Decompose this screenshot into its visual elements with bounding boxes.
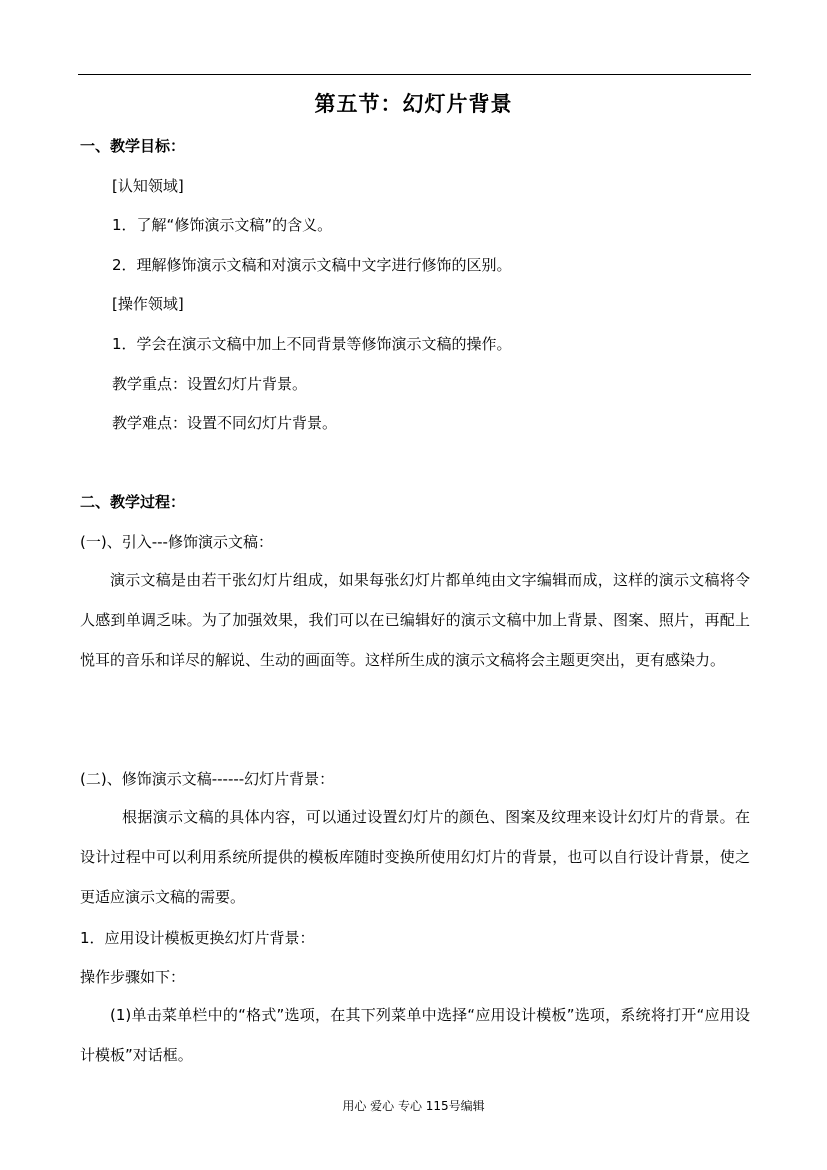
part2-heading: (二)、修饰演示文稿------幻灯片背景： xyxy=(80,770,335,788)
part1-heading: (一)、引入---修饰演示文稿： xyxy=(80,533,273,551)
steps-label: 操作步骤如下： xyxy=(80,968,186,986)
cognitive-domain-label: [认知领域] xyxy=(112,177,184,195)
part2-paragraph: 根据演示文稿的具体内容，可以通过设置幻灯片的颜色、图案及纹理来设计幻灯片的背景。在设计过程中可以利用系统所提供的模板库随时变换所使用幻灯片的背景，也可以自行设计背景，使之更适应演示文稿的需要。 xyxy=(80,808,750,906)
page-footer: 用心 爱心 专心 115号编辑 xyxy=(342,1099,485,1113)
page-title: 第五节：幻灯片背景 xyxy=(314,92,513,116)
section-heading-goals: 一、教学目标： xyxy=(80,137,186,155)
step-1-paragraph: (1)单击菜单栏中的“格式”选项，在其下列菜单中选择“应用设计模板”选项，系统将打开“应用设计模板”对话框。 xyxy=(80,1006,750,1064)
cognitive-item-1: 1．了解“修饰演示文稿”的含义。 xyxy=(112,216,333,234)
cognitive-item-2: 2．理解修饰演示文稿和对演示文稿中文字进行修饰的区别。 xyxy=(112,256,512,274)
operation-item-1: 1．学会在演示文稿中加上不同背景等修饰演示文稿的操作。 xyxy=(112,335,512,353)
header-rule xyxy=(78,74,751,75)
operation-domain-label: [操作领域] xyxy=(112,295,184,313)
item-1-heading: 1．应用设计模板更换幻灯片背景： xyxy=(80,929,315,947)
key-point: 教学重点：设置幻灯片背景。 xyxy=(112,375,308,393)
section-heading-process: 二、教学过程： xyxy=(80,493,186,511)
difficulty-point: 教学难点：设置不同幻灯片背景。 xyxy=(112,414,338,432)
part1-paragraph: 演示文稿是由若干张幻灯片组成，如果每张幻灯片都单纯由文字编辑而成，这样的演示文稿将令人感到单调乏味。为了加强效果，我们可以在已编辑好的演示文稿中加上背景、图案、照片，再配上悦耳的音乐和详尽的解说、生动的画面等。这样所生成的演示文稿将会主题更突出，更有感染力。 xyxy=(80,571,750,669)
